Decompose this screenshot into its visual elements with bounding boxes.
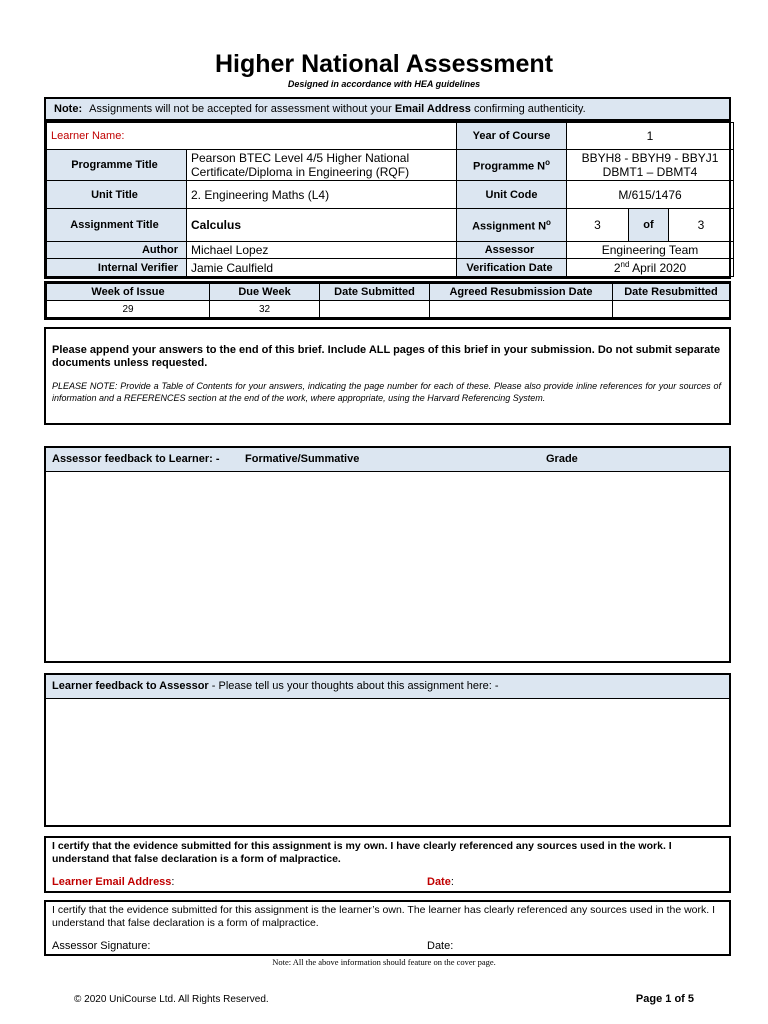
date-submitted-header: Date Submitted: [320, 284, 430, 301]
agreed-resubmission-header: Agreed Resubmission Date: [430, 284, 613, 301]
verification-date-value: 2nd April 2020: [567, 259, 734, 277]
unit-title-label: Unit Title: [47, 181, 187, 209]
assessor-feedback-input[interactable]: [46, 472, 729, 661]
year-value: 1: [567, 123, 734, 150]
instructions-box: [44, 327, 731, 425]
unit-title-value: 2. Engineering Maths (L4): [187, 181, 457, 209]
dates-table: [44, 281, 731, 320]
email-note: [44, 97, 731, 121]
author-label: Author: [47, 242, 187, 259]
page-number: Page 1 of 5: [635, 993, 694, 1005]
note-highlight: Email Address: [394, 103, 471, 115]
page-subtitle: Designed in accordance with HEA guidelines: [287, 79, 481, 89]
note-text-after: confirming authenticity.: [473, 103, 586, 115]
date-resubmitted-value[interactable]: [613, 301, 730, 318]
assessor-label: Assessor: [457, 242, 567, 259]
year-label: Year of Course: [457, 123, 567, 150]
assignment-no-value: 3: [567, 209, 629, 242]
learner-feedback-prompt: - Please tell us your thoughts about this assignment here: -: [208, 680, 499, 692]
assignment-no-label: Assignment $N^o$: [457, 209, 567, 242]
assignment-details: [44, 120, 731, 279]
programme-no-value: BBYH8 - BBYH9 - BBYJ1 DBMT1 – DBMT4: [567, 150, 734, 181]
assessor-feedback-box: [44, 446, 731, 663]
learner-name-label: Learner Name:: [51, 130, 125, 142]
verifier-value: Jamie Caulfield: [187, 259, 457, 277]
assessor-signature-field[interactable]: Assessor Signature:: [52, 940, 151, 952]
assessor-date-field[interactable]: Date:: [427, 940, 454, 952]
unit-code-label: Unit Code: [457, 181, 567, 209]
learner-feedback-input[interactable]: [46, 699, 729, 825]
feedback-type: Formative/Summative: [245, 453, 360, 465]
date-resubmitted-header: Date Resubmitted: [613, 284, 730, 301]
verification-date-label: Verification Date: [457, 259, 567, 277]
learner-name-field[interactable]: [47, 123, 457, 150]
assignment-title-label: Assignment Title: [47, 209, 187, 242]
learner-feedback-header: [46, 675, 729, 699]
date-submitted-value[interactable]: [320, 301, 430, 318]
assessor-feedback-label: Assessor feedback to Learner: -: [52, 453, 220, 465]
due-week-header: Due Week: [210, 284, 320, 301]
programme-no-label: Programme $N^o$: [457, 150, 567, 181]
assessor-feedback-header: [46, 448, 729, 472]
programme-title-value: Pearson BTEC Level 4/5 Higher National Certificate/Diploma in Engineering (RQF): [187, 150, 457, 181]
learner-declaration-box: [44, 836, 731, 893]
instructions-main: Please append your answers to the end of this brief. Include ALL pages of this brief in your submission. Do not submit separate documents unless requested.: [52, 344, 721, 369]
due-week-value: 32: [210, 301, 320, 318]
assessor-value: Engineering Team: [567, 242, 734, 259]
learner-email-field[interactable]: Learner Email Address:: [52, 876, 175, 888]
author-value: Michael Lopez: [187, 242, 457, 259]
programme-title-label: Programme Title: [47, 150, 187, 181]
learner-declaration-text: I certify that the evidence submitted for this assignment is my own. I have clearly referenced any sources used in the work. I understand that false declaration is a form of malpractice.: [52, 840, 672, 865]
copyright: © 2020 UniCourse Ltd. All Rights Reserved.: [74, 994, 269, 1005]
instructions-note: PLEASE NOTE: Provide a Table of Contents for your answers, indicating the page number for each of these. Please also provide inline references for your sources of information and a REFERENCES section at the end of the work, where appropriate, using the Harvard Referencing System.: [52, 381, 721, 403]
unit-code-value: M/615/1476: [567, 181, 734, 209]
page-title: Higher National Assessment: [214, 50, 554, 78]
grade-label: Grade: [546, 453, 578, 465]
note-text-before: Assignments will not be accepted for assessment without your: [89, 103, 392, 115]
week-of-issue-value: 29: [47, 301, 210, 318]
learner-feedback-label: Learner feedback to Assessor: [52, 680, 209, 692]
of-label: of: [629, 209, 669, 242]
assignment-title-value: Calculus: [187, 209, 457, 242]
assignment-total: 3: [669, 209, 734, 242]
assessor-declaration-text: I certify that the evidence submitted for this assignment is the learner’s own. The learner has clearly referenced any sources used in the work. I understand that false declaration is a form of malpractice.: [52, 904, 716, 929]
verifier-label: Internal Verifier: [47, 259, 187, 277]
learner-feedback-box: [44, 673, 731, 827]
agreed-resubmission-value[interactable]: [430, 301, 613, 318]
learner-date-field[interactable]: Date:: [427, 876, 454, 888]
note-label: Note:: [54, 103, 83, 115]
assessor-declaration-box: [44, 900, 731, 956]
week-of-issue-header: Week of Issue: [47, 284, 210, 301]
cover-page-note: Note: All the above information should feature on the cover page.: [272, 957, 496, 967]
